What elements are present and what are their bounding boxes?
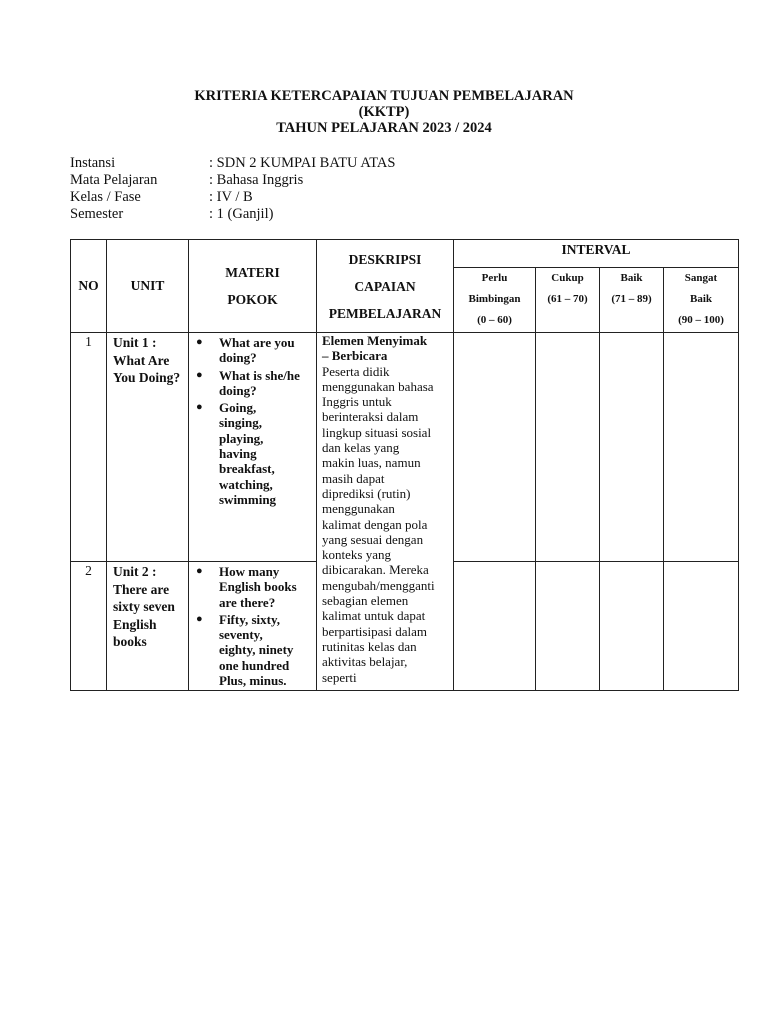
row-materi [189,333,317,562]
row-materi [189,562,317,691]
header-interval: INTERVAL [454,240,739,268]
table-row [71,333,739,562]
title-line-2: (KKTP) [358,104,410,120]
header-deskripsi [317,240,454,333]
score-cell [664,562,739,691]
info-label: Kelas / Fase [70,189,141,205]
deskripsi-line: masih dapat [322,470,385,486]
deskripsi-line: dan kelas yang [322,440,400,456]
deskripsi-heading [322,333,451,364]
row-deskripsi [317,333,454,691]
row-unit [107,562,189,691]
header-text: POKOK [227,292,278,307]
deskripsi-line: mengubah/mengganti [322,577,435,593]
info-block [70,155,395,223]
header-text: (0 – 60) [477,314,512,326]
list-item-line: playing, [219,430,264,446]
score-cell [664,333,739,562]
unit-line: sixty seven [113,599,175,614]
header-materi [189,240,317,333]
list-item-line: breakfast, [219,461,275,477]
list-item [196,611,313,689]
header-text: (90 – 100) [678,314,724,326]
deskripsi-line: berinteraksi dalam [322,409,419,425]
info-label: Instansi [70,155,116,171]
score-cell [536,562,600,691]
deskripsi-line: dibicarakan. Mereka [322,562,429,578]
header-text: (61 – 70) [547,293,588,305]
list-item-line: watching, [219,476,273,492]
title-line-1: KRITERIA KETERCAPAIAN TUJUAN PEMBELAJARAN [194,88,574,104]
header-text: (71 – 89) [611,293,652,305]
list-item-line: swimming [219,491,277,507]
list-item-line: seventy, [219,627,263,643]
unit-line: Unit 1 : [113,335,157,350]
list-item-line: Fifty, sixty, [219,611,281,627]
deskripsi-line: lingkup situasi sosial [322,424,432,440]
deskripsi-line: berpartisipasi dalam [322,623,428,639]
deskripsi-line: menggunakan bahasa [322,378,434,394]
score-cell [536,333,600,562]
deskripsi-line: menggunakan [322,501,395,517]
header-no: NO [71,240,107,333]
list-item [196,335,313,366]
header-text: CAPAIAN [354,278,416,294]
header-interval-perlu [454,268,536,333]
list-item-line: English books [219,579,297,595]
list-item [196,564,313,610]
deskripsi-line: Peserta didik [322,363,390,379]
info-value: : IV / B [209,189,253,205]
deskripsi-line: Elemen Menyimak [322,333,428,348]
list-item [196,400,313,507]
row-no: 2 [71,562,107,691]
info-row [70,189,395,206]
row-no: 1 [71,333,107,562]
unit-line: books [113,634,147,649]
score-cell [454,333,536,562]
bullet-icon: ● [196,336,203,348]
list-item-line: Going, [219,400,257,416]
bullet-icon: ● [196,565,203,577]
score-cell [454,562,536,691]
deskripsi-line: sebagian elemen [322,593,409,609]
deskripsi-line: diprediksi (rutin) [322,485,411,501]
list-item [196,367,313,399]
deskripsi-line: konteks yang [322,547,391,563]
info-value: : 1 (Ganjil) [209,206,274,222]
deskripsi-line: aktivitas belajar, [322,654,408,670]
header-text: Cukup [551,272,584,284]
deskripsi-line: – Berbicara [322,348,388,364]
list-item-line: doing? [219,350,257,366]
list-item-line: are there? [219,594,276,610]
list-item-line: What is she/he [219,367,300,383]
deskripsi-line: Inggris untuk [322,394,392,410]
score-cell [600,562,664,691]
header-interval-baik [600,268,664,333]
score-cell [600,333,664,562]
info-label: Mata Pelajaran [70,172,158,188]
unit-line: Unit 2 : [113,564,157,579]
unit-line: You Doing? [113,370,181,385]
deskripsi-line: kalimat untuk dapat [322,608,426,624]
header-text: Perlu [481,272,508,284]
info-row [70,206,395,223]
header-interval-cukup [536,268,600,333]
deskripsi-line: yang sesuai dengan [322,531,424,547]
table-header-row [71,240,739,268]
deskripsi-text [322,333,451,685]
header-text: MATERI [225,265,280,280]
header-text: Baik [620,272,643,284]
deskripsi-line: seperti [322,669,357,685]
header-interval-sangat-baik [664,268,739,333]
list-item-line: How many [219,564,280,579]
list-item-line: doing? [219,382,257,398]
list-item-line: one hundred [219,657,290,673]
info-label: Semester [70,206,124,222]
document-title [0,88,768,136]
header-unit: UNIT [107,240,189,333]
info-row [70,155,395,172]
list-item-line: singing, [219,415,262,431]
header-text: DESKRIPSI [348,251,422,267]
bullet-icon: ● [196,612,203,625]
header-text: Sangat [684,272,718,284]
info-value: : SDN 2 KUMPAI BATU ATAS [209,155,396,171]
bullet-icon: ● [196,368,203,381]
deskripsi-line: rutinitas kelas dan [322,638,417,654]
header-text: PEMBELAJARAN [328,305,442,321]
list-item-line: having [219,446,257,462]
unit-line: There are [113,581,170,597]
deskripsi-line: makin luas, namun [322,455,421,471]
list-item-line: What are you [219,335,295,350]
unit-line: English [113,616,157,632]
info-row [70,172,395,189]
list-item-line: eighty, ninety [219,642,294,658]
kktp-table [70,239,739,691]
unit-line: What Are [113,352,170,368]
title-line-3: TAHUN PELAJARAN 2023 / 2024 [276,120,492,136]
header-text: Baik [689,293,712,305]
deskripsi-line: kalimat dengan pola [322,516,428,532]
bullet-icon: ● [196,401,203,414]
info-value: : Bahasa Inggris [209,172,304,188]
header-text: Bimbingan [468,293,521,305]
row-unit [107,333,189,562]
list-item-line: Plus, minus. [219,673,287,689]
